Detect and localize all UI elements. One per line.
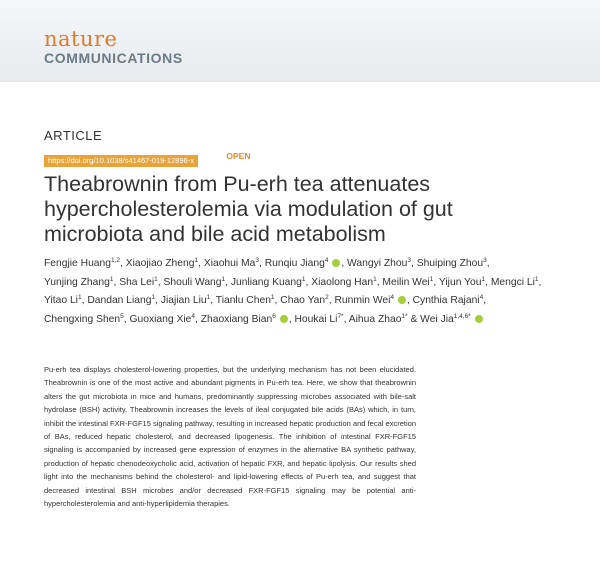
article-type-label: ARTICLE xyxy=(44,128,103,143)
author-name[interactable]: Xiaohui Ma xyxy=(203,258,256,269)
doi-row xyxy=(44,150,251,165)
author-name[interactable]: Jiajian Liu xyxy=(160,295,207,306)
author-affiliation[interactable]: 1 xyxy=(270,294,275,301)
author-name[interactable]: Fengjie Huang xyxy=(44,258,111,269)
author-affiliation[interactable]: 1 xyxy=(151,294,156,301)
author-affiliation[interactable]: 6 xyxy=(272,312,276,320)
author-affiliation[interactable]: 1,4,6* xyxy=(453,312,471,320)
orcid-icon[interactable] xyxy=(280,315,288,323)
author-affiliation[interactable]: 1 xyxy=(301,275,306,283)
author-affiliation[interactable]: 1 xyxy=(194,257,199,264)
author-name[interactable]: Mengci Li xyxy=(490,276,535,288)
author-affiliation[interactable]: 4 xyxy=(324,257,329,264)
author-affiliation[interactable]: 3 xyxy=(483,257,487,264)
author-affiliation[interactable]: 1 xyxy=(77,294,82,301)
author-affiliation[interactable]: 7* xyxy=(337,312,344,320)
orcid-icon[interactable] xyxy=(475,315,483,323)
author-name[interactable]: Yitao Li xyxy=(44,295,78,306)
orcid-icon[interactable] xyxy=(398,296,406,304)
author-name[interactable]: Tianlu Chen xyxy=(215,295,271,306)
author-affiliation[interactable]: 1 xyxy=(481,275,486,283)
author-affiliation[interactable]: 4 xyxy=(479,294,484,301)
author-affiliation[interactable]: 4 xyxy=(390,294,395,301)
title-line: hypercholesterolemia via modulation of gut xyxy=(44,197,453,221)
orcid-icon[interactable] xyxy=(332,259,340,267)
author-name[interactable]: Sha Lei xyxy=(119,276,155,288)
author-name[interactable]: Wei Jia xyxy=(420,313,454,325)
abstract-text: Pu-erh tea displays cholesterol-lowering properties, but the underlying mechanism has not been elucidated. Theabrownin is one of the most active and abundant pigments in Pu-erh tea. Here, we show that theabrownin alters the gut microbiota in mice and humans, predominantly suppressing microbes associated with bile-salt hydrolase (BSH) activity. Theabrownin increases the levels of ileal conjugated bile acids (BAs) which, in turn, inhibit the intestinal FXR-FGF15 signaling pathway, resulting in increased hepatic production and fecal excretion of BAs, reduced hepatic cholesterol, and decreased lipogenesis. The inhibition of intestinal FXR-FGF15 signaling is accompanied by increased gene expression of enzymes in the alternative BA synthetic pathway, production of hepatic chenodeoxycholic acid, activation of hepatic FXR, and hepatic lipolysis. Our results shed light into the mechanisms behind the cholesterol- and lipid-lowering effects of Pu-erh tea, and suggest that decreased intestinal BSH microbes and/or decreased FXR-FGF15 signaling may be potential anti-hypercholesterolemia and anti-hyperlipidemia therapies. xyxy=(44,365,416,509)
author-name[interactable]: Cynthia Rajani xyxy=(412,295,480,306)
author-name[interactable]: Shouli Wang xyxy=(163,276,222,288)
author-affiliation[interactable]: 1,2 xyxy=(110,257,121,264)
author-name[interactable]: Xiaojiao Zheng xyxy=(125,258,195,269)
author-line: Chengxing Shen$^5$, Guoxiang Xie$^4$, Zhaoxiang Bian$^6$ , Houkai $Li^{7*}$, Aihua Zhao$^{1*}$ & Wei Jia$^{1,4,6*}$ xyxy=(44,311,564,330)
author-affiliation[interactable]: 4 xyxy=(191,312,195,320)
author-affiliation[interactable]: 1 xyxy=(373,275,377,283)
author-affiliation[interactable]: 1 xyxy=(534,275,539,283)
title-line: microbiota and bile acid metabolism xyxy=(44,222,386,246)
author-name[interactable]: Guoxiang Xie xyxy=(129,313,192,325)
title-line: Theabrownin from Pu-erh tea attenuates xyxy=(44,172,431,196)
author-affiliation[interactable]: 1* xyxy=(401,312,408,320)
author-name[interactable]: Chengxing Shen xyxy=(44,313,121,325)
journal-logo[interactable] xyxy=(44,28,183,66)
author-line: Yitao Li$^1$, Dandan Liang$^1$, Jiajian Liu$^1$, Tianlu Chen$^1$, Chao Yan$^2$, Runmin Wei$^4$ , Cynthia Rajani$^4$, xyxy=(44,294,487,306)
author-name[interactable]: Wangyi Zhou xyxy=(347,258,408,269)
author-affiliation[interactable]: 2 xyxy=(325,294,329,301)
author-line: Yunjing Zhang$^1$, Sha Lei$^1$, Shouli Wang$^1$, Junliang Kuang$^1$, Xiaolong Han$^1$, Meilin Wei$^1$, Yijun You$^1$, Mengci Li$^1$, xyxy=(44,275,542,288)
journal-logo-nature: nature xyxy=(44,27,118,51)
author-name[interactable]: Runqiu Jiang xyxy=(264,258,325,269)
doi-link[interactable]: https://doi.org/10.1038/s41467-019-12896-x xyxy=(44,155,198,167)
author-affiliation[interactable]: 1 xyxy=(206,294,211,301)
author-name[interactable]: Houkai Li xyxy=(294,313,338,325)
author-affiliation[interactable]: 1 xyxy=(429,275,434,283)
author-name[interactable]: Junliang Kuang xyxy=(230,276,302,288)
author-list xyxy=(44,255,564,329)
author-name[interactable]: Yunjing Zhang xyxy=(44,276,110,288)
author-name[interactable]: Shuiping Zhou xyxy=(416,258,484,269)
article-title xyxy=(44,172,564,247)
author-name[interactable]: Meilin Wei xyxy=(382,276,430,288)
author-affiliation[interactable]: 3 xyxy=(407,257,411,264)
author-name[interactable]: Zhaoxiang Bian xyxy=(200,313,273,325)
author-name[interactable]: Aihua Zhao xyxy=(348,313,402,325)
journal-header xyxy=(0,0,600,82)
author-name[interactable]: Dandan Liang xyxy=(87,295,152,306)
author-name[interactable]: Runmin Wei xyxy=(334,295,391,306)
author-affiliation[interactable]: 3 xyxy=(255,257,259,264)
author-affiliation[interactable]: 1 xyxy=(221,275,226,283)
open-access-badge: OPEN xyxy=(226,151,251,161)
author-affiliation[interactable]: 5 xyxy=(120,312,124,320)
author-name[interactable]: Chao Yan xyxy=(280,295,326,306)
author-name[interactable]: Xiaolong Han xyxy=(311,276,374,288)
author-name[interactable]: Yijun You xyxy=(438,276,482,288)
journal-logo-communications: COMMUNICATIONS xyxy=(44,50,183,66)
author-line: Fengjie Huang$^{1,2}$, Xiaojiao Zheng$^1$, Xiaohui Ma$^3$, Runqiu Jiang$^4$ , Wangyi Zhou$^3$, Shuiping Zhou$^3$, xyxy=(44,257,490,269)
author-affiliation[interactable]: 1 xyxy=(154,275,158,283)
author-affiliation[interactable]: 1 xyxy=(109,275,114,283)
